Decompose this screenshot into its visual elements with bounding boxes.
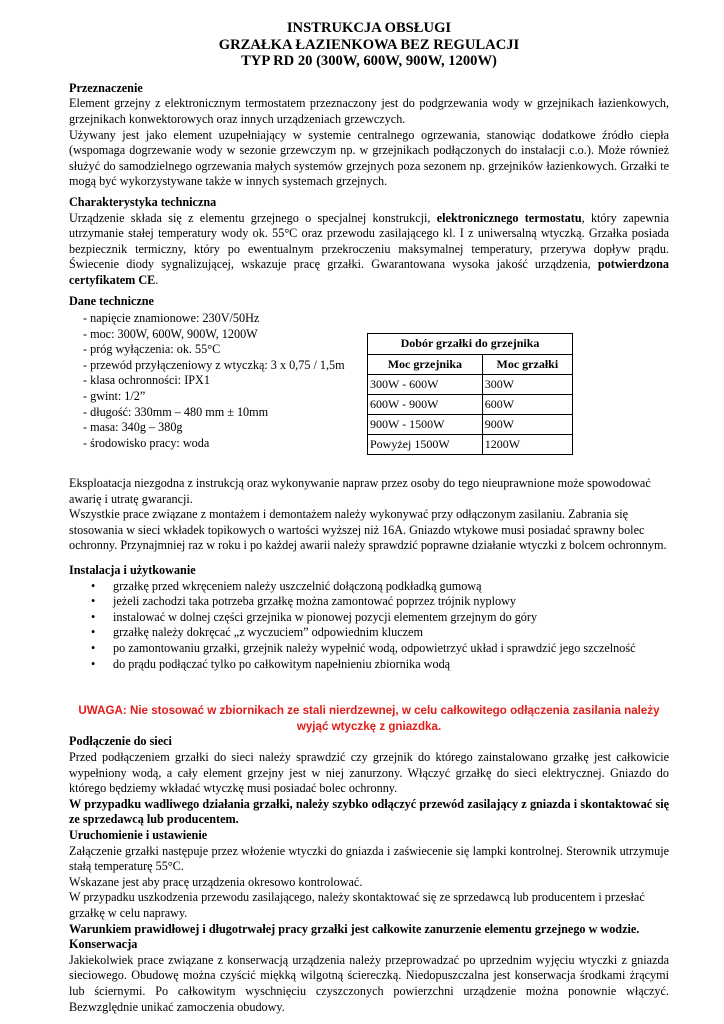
list-item: - próg wyłączenia: ok. 55°C xyxy=(83,342,221,357)
bullet-icon: • xyxy=(91,656,96,671)
list-item-text: grzałkę przed wkręceniem należy uszczelnić dołączoną podkładką gumową xyxy=(113,578,482,593)
list-item: - moc: 300W, 600W, 900W, 1200W xyxy=(83,326,258,341)
list-item: - długość: 330mm – 480 mm ± 10mm xyxy=(83,404,269,419)
list-item xyxy=(69,579,669,595)
przeznaczenie-paragraph-2: Używany jest jako element uzupełniający w systemie centralnego ogrzewania, stanowiąc dodatkowe źródło ciepła (wspomaga dogrzewanie wody w sezonie grzewczym np. w grzejnikach podłączonych do instalacji c.o.). Może również służyć do samodzielnego ogrzewania małych systemów grzejnych poza sezonem np. grzejników łazienkowych. Grzałki te mogą być wykorzystywane także w innych systemach grzejnych. xyxy=(69,127,669,189)
list-item-text: grzałkę należy dokręcać „z wyczuciem” odpowiednim kluczem xyxy=(113,625,423,640)
uruchomienie-paragraph-1: Załączenie grzałki następuje przez włożenie wtyczki do gniazda i zaświecenie się lampki kontrolnej. Sterownik utrzymuje stałą temperaturę 55°C. xyxy=(69,843,669,874)
title-line-2: GRZAŁKA ŁAZIENKOWA BEZ REGULACJI xyxy=(218,36,520,53)
uwaga-warning: UWAGA: Nie stosować w zbiornikach ze stali nierdzewnej, w celu całkowitego odłączenia zasilania należy wyjąć wtyczkę z gniazdka. xyxy=(78,704,660,733)
section-dane-techniczne xyxy=(69,294,669,470)
przeznaczenie-paragraph-1: Element grzejny z elektronicznym termostatem przeznaczony jest do podgrzewania wody w grzejnikach łazienkowych, grzejnikach konwektorowych oraz innych urządzeniach grzewczych. xyxy=(69,96,669,126)
list-item-text: po zamontowaniu grzałki, grzejnik należy wypełnić wodą, odpowietrzyć układ i sprawdzić jego szczelność xyxy=(113,641,636,656)
podlaczenie-paragraph-1: Przed podłączeniem grzałki do sieci należy sprawdzić czy grzejnik do którego zainstalowano grzałkę jest całkowicie wypełniony wodą, a cały element grzejny jest w niej zanurzony. Włączyć grzałkę do sieci elektrycznej. Gniazdo do którego będziemy wkładać wtyczkę musi posiadać bolec ochronny. xyxy=(69,750,669,796)
list-item xyxy=(69,625,669,641)
table-cell: 900W - 1500W xyxy=(368,415,483,435)
dane-techniczne-list xyxy=(83,311,345,451)
document-title xyxy=(69,20,669,70)
uruchomienie-paragraph-4: Warunkiem prawidłowej i długotrwałej pracy grzałki jest całkowite zanurzenie elementu grzejnego w wodzie. xyxy=(69,921,640,936)
section-konserwacja xyxy=(69,937,669,1015)
instalacja-list xyxy=(69,579,669,673)
section-instalacja xyxy=(69,563,669,672)
table-cell: 1200W xyxy=(482,435,572,455)
list-item: - napięcie znamionowe: 230V/50Hz xyxy=(83,311,260,326)
heading-podlaczenie: Podłączenie do sieci xyxy=(69,734,172,749)
list-item: - klasa ochronności: IPX1 xyxy=(83,373,210,388)
table-cell: 300W xyxy=(482,375,572,395)
table-cell: 600W xyxy=(482,395,572,415)
list-item: - przewód przyłączeniowy z wtyczką: 3 x 0,75 / 1,5m xyxy=(83,357,345,372)
table-cell: 900W xyxy=(482,415,572,435)
section-charakterystyka xyxy=(69,195,669,289)
table-cell: 600W - 900W xyxy=(368,395,483,415)
charakterystyka-bold-1: elektronicznego termostatu xyxy=(436,210,582,225)
bullet-icon: • xyxy=(91,578,96,593)
heading-przeznaczenie: Przeznaczenie xyxy=(69,80,143,95)
bullet-icon: • xyxy=(91,609,96,624)
uruchomienie-paragraph-3: W przypadku uszkodzenia przewodu zasilającego, należy skontaktować się ze sprzedawcą lub producentem i przesłać grzałkę w celu naprawy. xyxy=(69,890,645,920)
charakterystyka-text-3: . xyxy=(155,272,159,287)
section-uruchomienie xyxy=(69,828,669,937)
title-line-3: TYP RD 20 (300W, 600W, 900W, 1200W) xyxy=(241,53,497,70)
list-item xyxy=(69,641,669,657)
heading-konserwacja: Konserwacja xyxy=(69,937,138,952)
bullet-icon: • xyxy=(91,625,96,640)
heading-instalacja: Instalacja i użytkowanie xyxy=(69,563,196,578)
table-cell: 300W - 600W xyxy=(368,375,483,395)
table-header-moc-grzejnika: Moc grzejnika xyxy=(368,355,483,375)
section-eksploatacja xyxy=(69,476,669,554)
list-item: - środowisko pracy: woda xyxy=(83,435,210,450)
heading-charakterystyka: Charakterystyka techniczna xyxy=(69,194,217,209)
bullet-icon: • xyxy=(91,594,96,609)
table-row xyxy=(368,375,573,395)
list-item xyxy=(69,657,669,673)
section-podlaczenie xyxy=(69,734,669,828)
charakterystyka-text-2: , który zapewnia utrzymanie stałej temperatury wody ok. 55°C oraz przewodu zasilającego kl. I z uniwersalną wtyczką. Grzałka posiada bezpiecznik termiczny, który po ewentualnym przekroczeniu maksymalnej temperatury, przerywa dopływ prądu. Świecenie diody sygnalizującej, wskazuje pracę grzałki. Gwarantowana wysoka jakość urządzenia, xyxy=(69,210,669,272)
heading-dane-techniczne: Dane techniczne xyxy=(69,293,154,308)
list-item xyxy=(69,594,669,610)
list-item: - masa: 340g – 380g xyxy=(83,420,183,435)
charakterystyka-paragraph xyxy=(69,211,669,289)
dobor-grzalki-table xyxy=(367,333,573,455)
list-item-text: jeżeli zachodzi taka potrzeba grzałkę można zamontować poprzez trójnik nyplowy xyxy=(113,594,517,609)
section-przeznaczenie xyxy=(69,81,669,190)
table-row xyxy=(368,435,573,455)
list-item: - gwint: 1/2” xyxy=(83,389,146,404)
table-cell: Powyżej 1500W xyxy=(368,435,483,455)
uruchomienie-paragraph-2: Wskazane jest aby pracę urządzenia okresowo kontrolować. xyxy=(69,874,363,889)
table-row xyxy=(368,395,573,415)
document-page xyxy=(69,20,669,1015)
heading-uruchomienie: Uruchomienie i ustawienie xyxy=(69,827,208,842)
table-caption: Dobór grzałki do grzejnika xyxy=(368,334,573,355)
table-row xyxy=(368,415,573,435)
charakterystyka-bold-2: potwierdzona certyfikatem CE xyxy=(69,257,669,287)
title-line-1: INSTRUKCJA OBSŁUGI xyxy=(286,20,452,36)
charakterystyka-text-1: Urządzenie składa się z elementu grzejnego o specjalnej konstrukcji, xyxy=(69,210,437,225)
konserwacja-paragraph: Jakiekolwiek prace związane z konserwacją urządzenia należy przeprowadzać po uprzednim wyjęciu wtyczki z gniazda sieciowego. Obudowę można czyścić miękką wilgotną ściereczką. Niedopuszczalna jest konserwacja środkami żrącymi lub ściernymi. Po całkowitym wyschnięciu czyszczonych powierzchni urządzenie można ponownie włączyć. Bezwzględnie unikać zamoczenia obudowy. xyxy=(69,952,669,1014)
list-item-text: instalować w dolnej części grzejnika w pionowej pozycji elementem grzejnym do góry xyxy=(113,609,538,624)
table-header-moc-grzalki: Moc grzałki xyxy=(482,355,572,375)
eksploatacja-paragraph-2: Wszystkie prace związane z montażem i demontażem należy wykonywać przy odłączonym zasilaniu. Zabrania się stosowania w sieci wkładek topikowych o wartości wyższej niż 16A. Gniazdo wtykowe musi posiadać sprawny bolec ochronny. Przynajmniej raz w roku i po każdej awarii należy sprawdzić poprawne działanie wtyczki z bolcem ochronnym. xyxy=(69,507,667,553)
list-item xyxy=(69,610,669,626)
podlaczenie-paragraph-2: W przypadku wadliwego działania grzałki, należy szybko odłączyć przewód zasilający z gniazda i skontaktować się ze sprzedawcą lub producentem. xyxy=(69,796,669,827)
eksploatacja-paragraph-1: Eksploatacja niezgodna z instrukcją oraz wykonywanie napraw przez osoby do tego nieuprawnione może spowodować awarię i utratę gwarancji. xyxy=(69,476,651,506)
bullet-icon: • xyxy=(91,641,96,656)
list-item-text: do prądu podłączać tylko po całkowitym napełnieniu zbiornika wodą xyxy=(113,656,451,671)
